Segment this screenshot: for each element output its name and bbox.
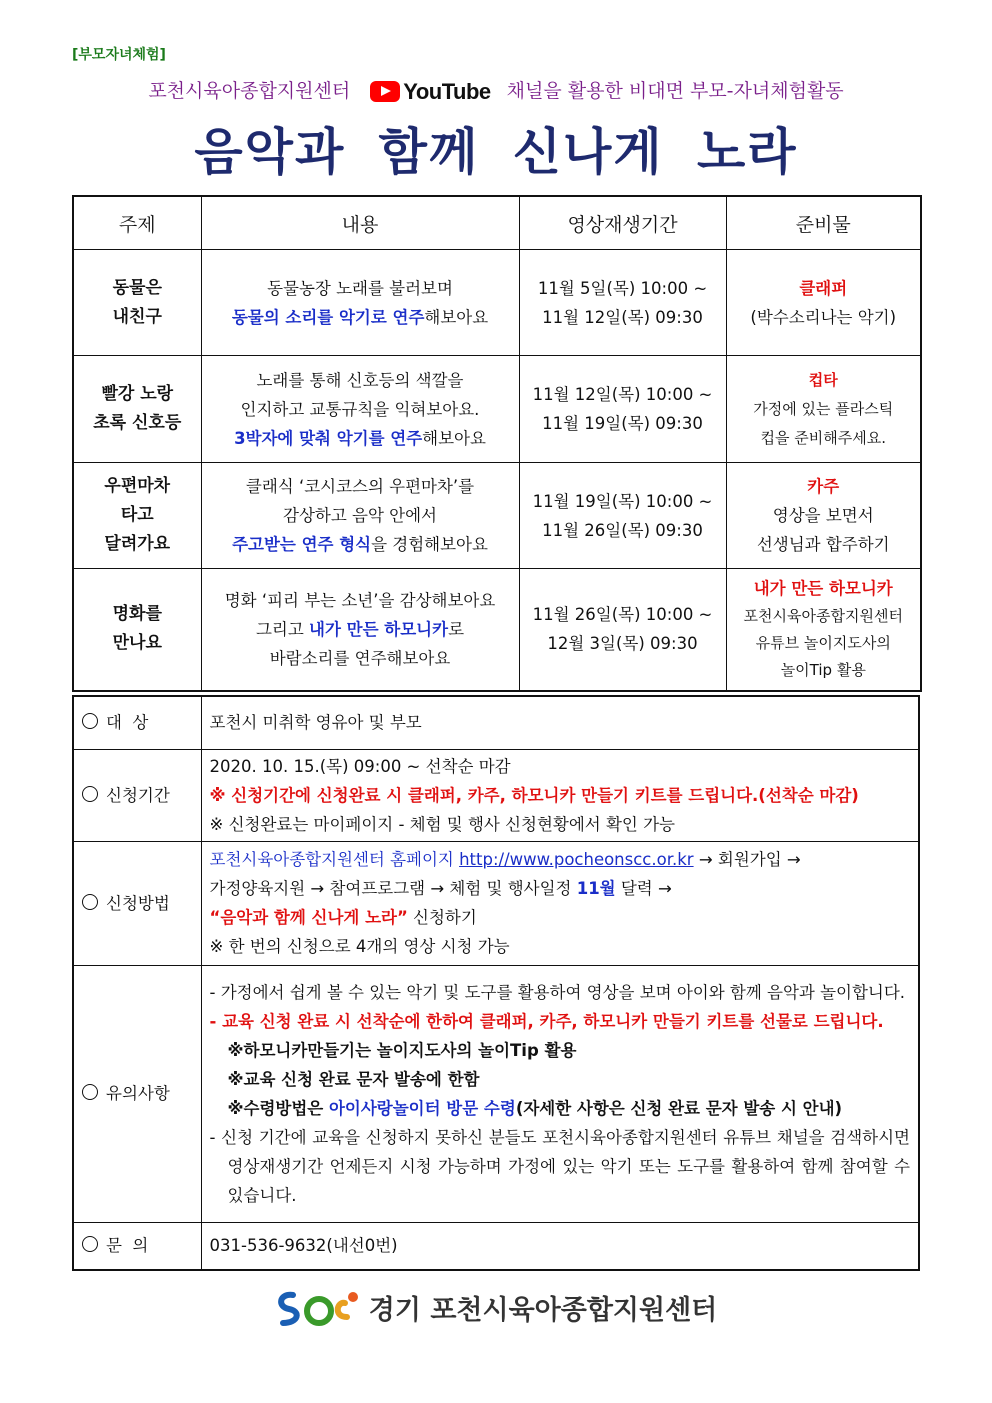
content-cell: 클래식 ‘코시코스의 우편마차’를 감상하고 음악 안에서 주고받는 연주 형식을 경험해보아요 bbox=[201, 463, 519, 569]
header-content: 내용 bbox=[201, 196, 519, 250]
topic-cell: 빨강 노랑 초록 신호등 bbox=[73, 356, 201, 463]
header-topic: 주제 bbox=[73, 196, 201, 250]
info-value: 포천시 미취학 영유아 및 부모 bbox=[201, 696, 919, 749]
material-cell: 컵타 가정에 있는 플라스틱 컵을 준비해주세요. bbox=[726, 356, 921, 463]
info-row-notes bbox=[73, 965, 919, 1222]
footer bbox=[0, 1287, 992, 1336]
subtitle bbox=[0, 76, 992, 105]
info-table bbox=[72, 695, 920, 1271]
period-cell: 11월 26일(목) 10:00 ~ 12월 3일(목) 09:30 bbox=[519, 569, 726, 691]
info-row-method bbox=[73, 841, 919, 965]
info-row-period bbox=[73, 749, 919, 841]
program-table bbox=[72, 195, 922, 692]
period-cell: 11월 19일(목) 10:00 ~ 11월 26일(목) 09:30 bbox=[519, 463, 726, 569]
subtitle-center-name: 포천시육아종합지원센터 bbox=[148, 80, 351, 102]
info-value: - 가정에서 쉽게 볼 수 있는 악기 및 도구를 활용하여 영상을 보며 아이와 함께 음악과 놀이합니다. - 교육 신청 완료 시 선착순에 한하여 클래퍼, 카주, 하모니카 만들기 키트를 선물로 드립니다. ※하모니카만들기는 놀이지도사의 놀이Tip 활용 ※교육 신청 완료 문자 발송에 한함 ※수령방법은 아이사랑놀이터 방문 수령(자세한 사항은 신청 완료 문자 발송 시 안내) - 신청 기간에 교육을 신청하지 못하신 분들도 포천시육아종합지원센터 유튜브 채널을 검색하시면 영상재생기간 언제든지 시청 가능하며 가정에 있는 악기 또는 도구를 활용하여 함께 참여할 수 있습니다. bbox=[201, 965, 919, 1222]
material-cell: 클래퍼 (박수소리나는 악기) bbox=[726, 250, 921, 356]
topic-cell: 동물은 내친구 bbox=[73, 250, 201, 356]
circle-bullet-icon bbox=[82, 713, 98, 729]
program-table-header bbox=[73, 196, 921, 250]
center-logo-icon bbox=[275, 1287, 361, 1336]
subtitle-description: 채널을 활용한 비대면 부모-자녀체험활동 bbox=[506, 80, 844, 102]
category-tag: [부모자녀체험] bbox=[72, 47, 166, 63]
youtube-wordmark: YouTube bbox=[403, 78, 491, 104]
content-cell: 동물농장 노래를 불러보며 동물의 소리를 악기로 연주해보아요 bbox=[201, 250, 519, 356]
footer-center-name: 경기 포천시육아종합지원센터 bbox=[368, 1295, 718, 1326]
info-label: 신청방법 bbox=[73, 841, 201, 965]
info-row-contact bbox=[73, 1222, 919, 1270]
topic-cell: 명화를 만나요 bbox=[73, 569, 201, 691]
page-title: 음악과 함께 신나게 노라 bbox=[194, 123, 798, 181]
youtube-logo bbox=[370, 79, 490, 105]
info-label: 문 의 bbox=[73, 1222, 201, 1270]
info-label: 유의사항 bbox=[73, 965, 201, 1222]
material-cell: 카주 영상을 보면서 선생님과 합주하기 bbox=[726, 463, 921, 569]
info-label: 신청기간 bbox=[73, 749, 201, 841]
table-row bbox=[73, 569, 921, 691]
content-cell: 노래를 통해 신호등의 색깔을 인지하고 교통규칙을 익혀보아요. 3박자에 맞춰 악기를 연주해보아요 bbox=[201, 356, 519, 463]
info-value: 포천시육아종합지원센터 홈페이지 http://www.pocheonscc.or.kr → 회원가입 → 가정양육지원 → 참여프로그램 → 체험 및 행사일정 11월 달력 → “음악과 함께 신나게 노라” 신청하기 ※ 한 번의 신청으로 4개의 영상 시청 가능 bbox=[201, 841, 919, 965]
info-value: 031-536-9632(내선0번) bbox=[201, 1222, 919, 1270]
material-cell: 내가 만든 하모니카 포천시육아종합지원센터 유튜브 놀이지도사의 놀이Tip 활용 bbox=[726, 569, 921, 691]
header-material: 준비물 bbox=[726, 196, 921, 250]
circle-bullet-icon bbox=[82, 1236, 98, 1252]
info-row-target bbox=[73, 696, 919, 749]
info-value: 2020. 10. 15.(목) 09:00 ~ 선착순 마감 ※ 신청기간에 신청완료 시 클래퍼, 카주, 하모니카 만들기 키트를 드립니다.(선착순 마감) ※ 신청완료는 마이페이지 - 체험 및 행사 신청현황에서 확인 가능 bbox=[201, 749, 919, 841]
circle-bullet-icon bbox=[82, 1084, 98, 1100]
circle-bullet-icon bbox=[82, 786, 98, 802]
youtube-play-icon bbox=[370, 81, 400, 102]
header-period: 영상재생기간 bbox=[519, 196, 726, 250]
table-row bbox=[73, 463, 921, 569]
info-label: 대 상 bbox=[73, 696, 201, 749]
table-row bbox=[73, 356, 921, 463]
period-cell: 11월 5일(목) 10:00 ~ 11월 12일(목) 09:30 bbox=[519, 250, 726, 356]
topic-cell: 우편마차 타고 달려가요 bbox=[73, 463, 201, 569]
content-cell: 명화 ‘피리 부는 소년’을 감상해보아요 그리고 내가 만든 하모니카로 바람소리를 연주해보아요 bbox=[201, 569, 519, 691]
table-row bbox=[73, 250, 921, 356]
circle-bullet-icon bbox=[82, 894, 98, 910]
period-cell: 11월 12일(목) 10:00 ~ 11월 19일(목) 09:30 bbox=[519, 356, 726, 463]
homepage-link[interactable]: http://www.pocheonscc.or.kr bbox=[459, 850, 694, 869]
